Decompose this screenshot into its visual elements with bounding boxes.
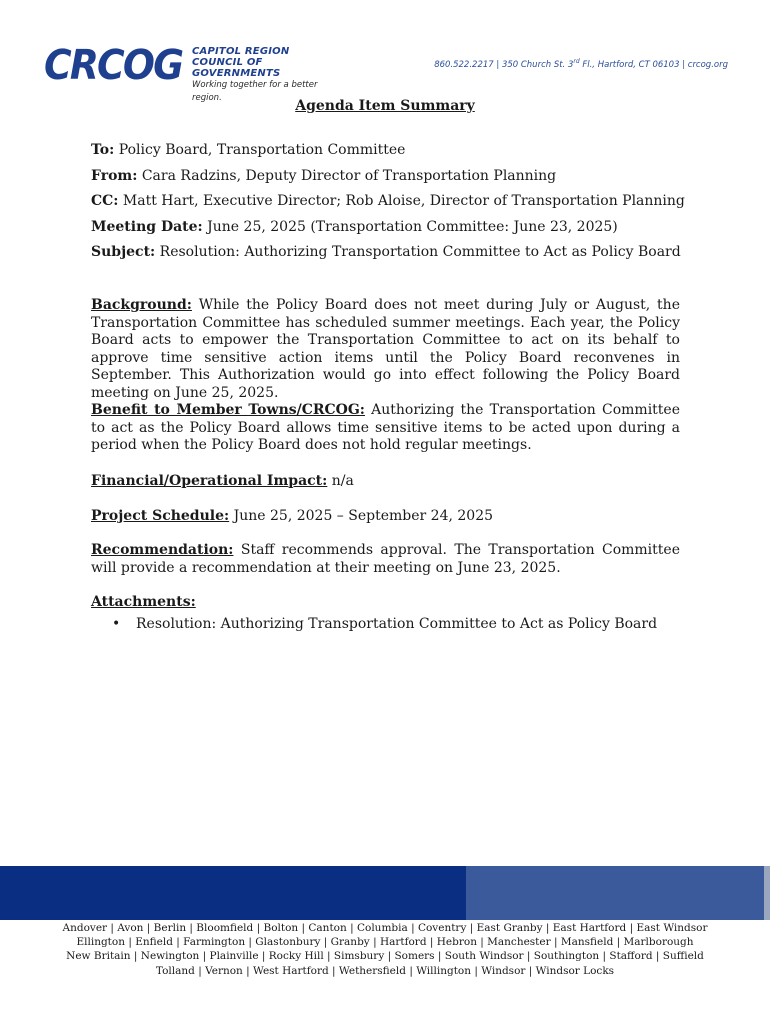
meeting-date-row <box>91 217 691 243</box>
attachment-1: Resolution: Authorizing Transportation Committee to Act as Policy Board <box>136 616 658 632</box>
footer-band-dark <box>0 866 466 920</box>
subject-label: Subject: <box>91 244 156 260</box>
page-title: Agenda Item Summary <box>295 98 475 114</box>
to-label: To: <box>91 142 115 158</box>
benefit-section <box>91 402 680 455</box>
schedule-label: Project Schedule: <box>91 508 230 524</box>
meeting-date-label: Meeting Date: <box>91 218 203 235</box>
schedule-text: June 25, 2025 – September 24, 2025 <box>229 508 494 524</box>
logo-mark: CRCOG <box>44 41 183 89</box>
footer-band-light <box>466 866 770 920</box>
crcog-logo <box>44 41 344 103</box>
member-towns <box>40 921 730 978</box>
footer-band-edge <box>764 866 770 920</box>
subject-value: Resolution: Authorizing Transportation Committee to Act as Policy Board <box>155 244 681 260</box>
attachments-section <box>91 594 680 612</box>
financial-label: Financial/Operational Impact: <box>91 473 328 489</box>
background-section <box>91 297 680 402</box>
attachments-list <box>112 615 657 633</box>
towns-line-3: New Britain | Newington | Plainville | Rocky Hill | Simsbury | Somers | South Windsor | Southington | Stafford | Suffield <box>66 950 704 963</box>
recommendation-text: Staff recommends approval. The Transportation Committee will provide a recommendation at their meeting on June 23, 2025. <box>91 542 680 576</box>
towns-line-1: Andover | Avon | Berlin | Bloomfield | Bolton | Canton | Columbia | Coventry | East Granby | East Hartford | East Windsor <box>62 922 708 934</box>
subject-row <box>91 242 691 268</box>
to-row <box>91 140 691 166</box>
benefit-text: Authorizing the Transportation Committee to act as the Policy Board allows time sensitive items to be acted upon during a period when the Policy Board does not hold regular meetings. <box>91 402 680 453</box>
from-label: From: <box>91 167 138 184</box>
schedule-section <box>91 508 680 526</box>
logo-text-block <box>192 46 344 105</box>
background-label: Background: <box>91 297 192 313</box>
contact-prefix: 860.522.2217 | 350 Church St. 3 <box>434 59 574 70</box>
cc-row <box>91 191 691 217</box>
background-text: While the Policy Board does not meet during July or August, the Transportation Committee has scheduled summer meetings. Each year, the Policy Board acts to empower the Transportation Committee to act on its behalf to approve time sensitive action items until the Policy Board reconvenes in September. This Authorization would go into effect following the Policy Board meeting on June 25, 2025. <box>91 297 680 401</box>
attachments-label: Attachments: <box>91 594 196 610</box>
benefit-label: Benefit to Member Towns/CRCOG: <box>91 402 365 418</box>
contact-info <box>434 58 728 70</box>
memo-header <box>91 140 691 268</box>
contact-ordinal: rd <box>573 58 580 65</box>
logo-tagline: Working together for a better region. <box>192 80 318 103</box>
recommendation-label: Recommendation: <box>91 542 234 558</box>
from-row <box>91 166 691 192</box>
logo-line-1: CAPITOL REGION <box>192 46 290 57</box>
bullet-icon: • <box>112 616 121 632</box>
contact-suffix: Fl., Hartford, CT 06103 | crcog.org <box>579 59 728 70</box>
cc-value: Matt Hart, Executive Director; Rob Aloise, Director of Transportation Planning <box>118 193 685 209</box>
financial-text: n/a <box>327 473 354 489</box>
to-value: Policy Board, Transportation Committee <box>114 142 406 158</box>
financial-section <box>91 473 680 491</box>
towns-line-4: Tolland | Vernon | West Hartford | Wethersfield | Willington | Windsor | Windsor Locks <box>155 964 615 977</box>
from-value: Cara Radzins, Deputy Director of Transportation Planning <box>137 167 557 184</box>
list-item <box>112 615 657 633</box>
recommendation-section <box>91 542 680 577</box>
logo-line-2: COUNCIL OF GOVERNMENTS <box>192 57 281 79</box>
meeting-date-value: June 25, 2025 (Transportation Committee: June 23, 2025) <box>202 218 618 235</box>
towns-line-2: Ellington | Enfield | Farmington | Glastonbury | Granby | Hartford | Hebron | Manchester | Mansfield | Marlborough <box>76 936 694 949</box>
cc-label: CC: <box>91 193 119 209</box>
